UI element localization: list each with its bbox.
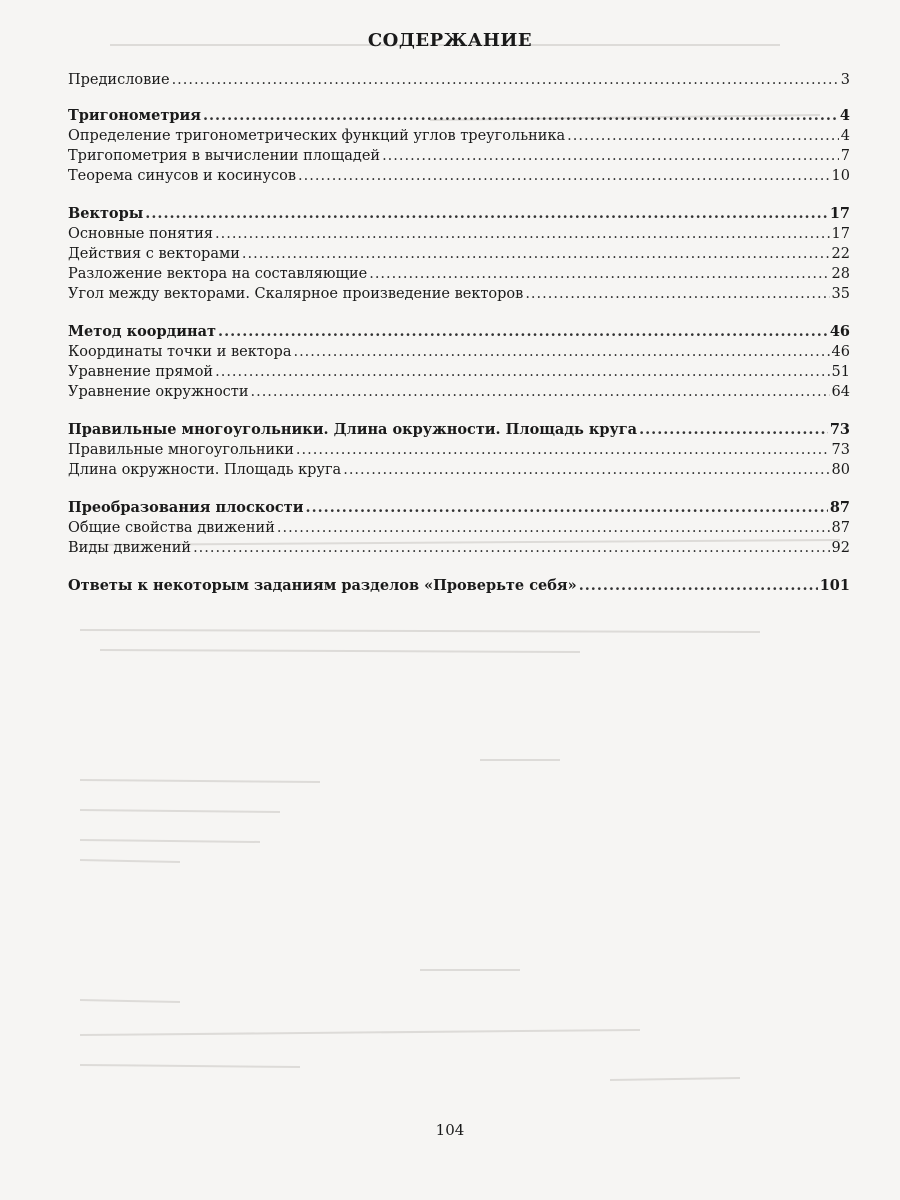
toc-entry-page: 22 [831,246,850,262]
section-gap [68,558,850,576]
toc-entry-label: Преобразования плоскости [68,499,304,516]
toc-entry[interactable] [68,440,850,460]
dot-leader [215,362,829,382]
toc-entry[interactable] [68,146,850,166]
dot-leader [579,576,818,596]
dot-leader [296,440,830,460]
dot-leader [203,106,838,126]
dot-leader [218,322,828,342]
toc-entry-page: 4 [839,107,850,124]
toc-entry-label: Общие свойства движений [68,520,275,536]
toc-section-heading[interactable] [68,204,850,224]
toc-entry-label: Уравнение окружности [68,384,249,400]
section-gap [68,402,850,420]
toc-entry-label: Угол между векторами. Скалярное произведение векторов [68,286,524,302]
toc-entry-label: Координаты точки и вектора [68,344,292,360]
toc-entry[interactable] [68,224,850,244]
dot-leader [193,538,829,558]
dot-leader [145,204,828,224]
toc-entry-label: Правильные многоугольники. Длина окружности. Площадь круга [68,421,638,438]
toc-entry-label: Предисловие [68,72,170,88]
toc-entry[interactable] [68,518,850,538]
toc-entry[interactable] [68,166,850,186]
section-gap [68,304,850,322]
toc-entry[interactable] [68,382,850,402]
toc-entry-page: 80 [831,462,850,478]
dot-leader [525,284,829,304]
dot-leader [242,244,830,264]
toc-entry-label: Векторы [68,205,144,222]
dot-leader [293,342,829,362]
section-gap [68,480,850,498]
toc-entry-label: Ответы к некоторым заданиям разделов «Проверьте себя» [68,577,577,594]
toc-entry-label: Определение тригонометрических функций углов треугольника [68,128,566,144]
dot-leader [343,460,829,480]
toc-section-heading[interactable] [68,420,850,440]
toc-entry[interactable] [68,538,850,558]
toc-entry-page: 3 [840,72,850,88]
dot-leader [567,126,839,146]
toc-entry[interactable] [68,342,850,362]
toc-entry-label: Тригопометрия в вычислении площадей [68,148,381,164]
dot-leader [306,498,828,518]
table-of-contents [68,70,850,596]
toc-entry-label: Виды движений [68,540,192,556]
page-number: 104 [435,1121,465,1139]
toc-entry[interactable] [68,460,850,480]
toc-entry-label: Действия с векторами [68,246,240,262]
toc-entry-answers[interactable] [68,576,850,596]
toc-entry[interactable] [68,362,850,382]
toc-section-heading[interactable] [68,106,850,126]
toc-entry-page: 73 [831,442,850,458]
toc-entry-page: 28 [831,266,850,282]
dot-leader [298,166,830,186]
toc-entry-label: Правильные многоугольники [68,442,294,458]
toc-entry-page: 73 [829,421,850,438]
toc-entry-page: 17 [829,205,850,222]
toc-entry-label: Метод координат [68,323,217,340]
toc-entry[interactable] [68,244,850,264]
dot-leader [382,146,839,166]
dot-leader [172,70,839,90]
toc-entry-label: Уравнение прямой [68,364,214,380]
toc-entry-page: 7 [840,148,850,164]
toc-entry[interactable] [68,126,850,146]
toc-entry-page: 46 [831,344,850,360]
toc-entry-page: 35 [831,286,850,302]
toc-entry-page: 10 [831,168,850,184]
toc-entry-page: 46 [829,323,850,340]
toc-section-heading[interactable] [68,322,850,342]
toc-entry-page: 101 [819,577,850,594]
toc-entry[interactable] [68,264,850,284]
dot-leader [277,518,830,538]
toc-entry-page: 4 [840,128,850,144]
toc-entry[interactable] [68,284,850,304]
toc-entry-page: 87 [829,499,850,516]
page-title: СОДЕРЖАНИЕ [367,30,533,51]
dot-leader [250,382,829,402]
toc-section-heading[interactable] [68,498,850,518]
toc-entry-page: 87 [831,520,850,536]
toc-entry-label: Теорема синусов и косинусов [68,168,297,184]
toc-entry-page: 92 [831,540,850,556]
toc-entry-label: Тригонометрия [68,107,201,124]
dot-leader [639,420,828,440]
toc-entry-page: 51 [831,364,850,380]
toc-entry-label: Длина окружности. Площадь круга [68,462,342,478]
dot-leader [215,224,830,244]
toc-entry-preface[interactable] [68,70,850,90]
toc-entry-label: Разложение вектора на составляющие [68,266,368,282]
toc-entry-label: Основные понятия [68,226,213,242]
toc-entry-page: 17 [831,226,850,242]
toc-entry-page: 64 [831,384,850,400]
dot-leader [369,264,829,284]
section-gap [68,186,850,204]
